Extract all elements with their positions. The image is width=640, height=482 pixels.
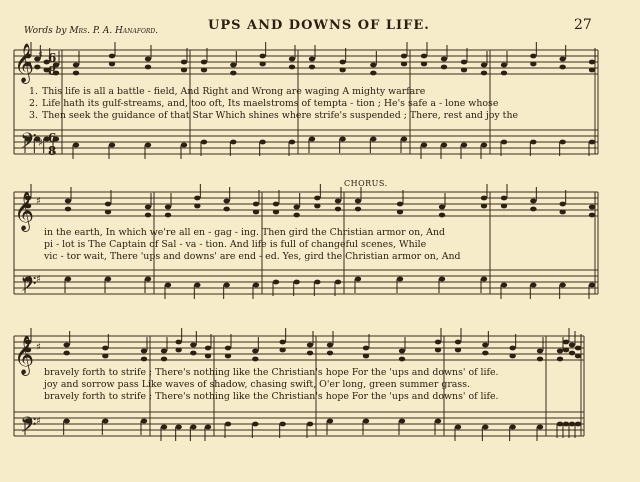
time-signature-bottom: 8 xyxy=(48,64,57,78)
note-head xyxy=(481,277,487,282)
note-head xyxy=(145,205,151,210)
note-head xyxy=(194,204,200,209)
note-head xyxy=(327,351,333,356)
note-head xyxy=(339,60,345,65)
note-head xyxy=(481,204,487,209)
note-head xyxy=(307,351,313,356)
verse-2-line-3: joy and sorrow pass Like waves of shadow, chasing swift, O'er long, green summer grass. xyxy=(44,379,470,390)
note-head xyxy=(105,277,111,282)
chorus-label: CHORUS. xyxy=(344,179,388,188)
note-head xyxy=(175,340,181,345)
note-head xyxy=(175,425,181,430)
note-head xyxy=(397,202,403,207)
bass-clef-icon: 𝄢 xyxy=(20,413,37,443)
note-head xyxy=(335,280,341,285)
note-head xyxy=(455,348,461,353)
note-head xyxy=(589,205,595,210)
note-head xyxy=(145,143,151,148)
note-head xyxy=(73,63,79,68)
note-head xyxy=(435,419,441,424)
note-head xyxy=(530,283,536,288)
lyric-text: Life hath its gulf-streams, and, too oft, Its maelstroms of tempta - tion ; He's safe a - lone whose xyxy=(42,98,499,109)
note-head xyxy=(109,143,115,148)
note-head xyxy=(205,425,211,430)
note-head xyxy=(401,137,407,142)
note-head xyxy=(559,140,565,145)
note-head xyxy=(589,213,595,218)
treble-clef-icon: 𝄞 xyxy=(14,191,35,231)
note-head xyxy=(259,140,265,145)
note-head xyxy=(307,422,313,427)
note-head xyxy=(455,425,461,430)
note-head xyxy=(252,357,258,362)
note-head xyxy=(309,65,315,70)
note-head xyxy=(145,65,151,70)
note-head xyxy=(201,140,207,145)
note-head xyxy=(575,354,581,359)
note-head xyxy=(530,140,536,145)
note-head xyxy=(314,196,320,201)
note-head xyxy=(293,280,299,285)
bass-clef-icon: 𝄢 xyxy=(20,129,37,159)
note-head xyxy=(223,207,229,212)
note-head xyxy=(273,280,279,285)
note-head xyxy=(141,357,147,362)
note-head xyxy=(435,348,441,353)
note-head xyxy=(165,213,171,218)
note-head xyxy=(537,357,543,362)
note-head xyxy=(355,207,361,212)
note-head xyxy=(461,60,467,65)
note-head xyxy=(223,283,229,288)
note-head xyxy=(461,143,467,148)
time-signature-top: 6 xyxy=(48,51,57,65)
note-head xyxy=(273,210,279,215)
note-head xyxy=(355,277,361,282)
note-head xyxy=(339,68,345,73)
note-head xyxy=(441,65,447,70)
note-head xyxy=(569,422,575,427)
note-head xyxy=(509,354,515,359)
note-head xyxy=(230,71,236,76)
note-head xyxy=(165,205,171,210)
note-head xyxy=(441,143,447,148)
note-head xyxy=(201,60,207,65)
page-number: 27 xyxy=(574,17,592,33)
note-head xyxy=(530,207,536,212)
verse-1-line-1 xyxy=(22,87,425,96)
note-head xyxy=(421,62,427,67)
note-head xyxy=(175,348,181,353)
note-head xyxy=(225,354,231,359)
time-signature-bottom: 8 xyxy=(48,144,57,158)
note-head xyxy=(537,425,543,430)
note-head xyxy=(307,343,313,348)
note-head xyxy=(501,71,507,76)
note-head xyxy=(363,346,369,351)
note-head xyxy=(441,57,447,62)
note-head xyxy=(589,68,595,73)
note-head xyxy=(559,65,565,70)
note-head xyxy=(482,425,488,430)
note-head xyxy=(279,340,285,345)
note-head xyxy=(461,68,467,73)
note-head xyxy=(509,425,515,430)
note-head xyxy=(194,283,200,288)
note-head xyxy=(289,140,295,145)
note-head xyxy=(109,62,115,67)
note-head xyxy=(557,349,563,354)
verse-number: 2. xyxy=(29,98,38,109)
lyric-text: Then seek the guidance of that Star Which shines where strife's suspended ; There, rest and joy the xyxy=(42,110,519,121)
verse-3-line-3: bravely forth to strife ; There's nothing like the Christian's hope For the 'ups and downs' of life. xyxy=(44,391,499,402)
note-head xyxy=(399,349,405,354)
note-head xyxy=(279,348,285,353)
note-head xyxy=(161,425,167,430)
note-head xyxy=(65,277,71,282)
note-head xyxy=(509,346,515,351)
sharp-icon: ♯ xyxy=(36,274,41,285)
note-head xyxy=(309,137,315,142)
note-head xyxy=(501,140,507,145)
note-head xyxy=(397,277,403,282)
note-head xyxy=(421,143,427,148)
note-head xyxy=(205,354,211,359)
note-head xyxy=(589,283,595,288)
note-head xyxy=(190,343,196,348)
note-head xyxy=(253,202,259,207)
note-head xyxy=(355,199,361,204)
note-head xyxy=(501,63,507,68)
sharp-icon: ♯ xyxy=(36,342,41,353)
note-head xyxy=(327,343,333,348)
note-head xyxy=(557,357,563,362)
note-head xyxy=(63,351,69,356)
note-head xyxy=(482,343,488,348)
note-head xyxy=(370,71,376,76)
note-head xyxy=(501,283,507,288)
note-head xyxy=(401,54,407,59)
note-head xyxy=(559,210,565,215)
note-head xyxy=(225,422,231,427)
verse-1-line-3: bravely forth to strife ; There's nothing like the Christian's hope For the 'ups and downs' of life. xyxy=(44,367,499,378)
note-head xyxy=(181,143,187,148)
note-head xyxy=(161,349,167,354)
note-head xyxy=(253,283,259,288)
note-head xyxy=(73,71,79,76)
note-head xyxy=(161,357,167,362)
note-head xyxy=(259,54,265,59)
note-head xyxy=(34,65,40,70)
note-head xyxy=(63,419,69,424)
note-head xyxy=(530,62,536,67)
note-head xyxy=(141,349,147,354)
verse-number: 1. xyxy=(29,86,38,97)
note-head xyxy=(205,346,211,351)
note-head xyxy=(181,60,187,65)
note-head xyxy=(273,202,279,207)
note-head xyxy=(569,351,575,356)
note-head xyxy=(557,422,563,427)
note-head xyxy=(105,210,111,215)
time-signature-top: 6 xyxy=(48,131,57,145)
note-head xyxy=(190,351,196,356)
note-head xyxy=(190,425,196,430)
treble-clef-icon: 𝄞 xyxy=(14,335,35,375)
note-head xyxy=(223,199,229,204)
treble-clef-icon: 𝄞 xyxy=(14,43,35,83)
note-head xyxy=(501,204,507,209)
note-head xyxy=(537,349,543,354)
note-head xyxy=(252,422,258,427)
note-head xyxy=(455,340,461,345)
note-head xyxy=(399,357,405,362)
note-head xyxy=(563,422,569,427)
note-head xyxy=(563,340,569,345)
note-head xyxy=(194,196,200,201)
note-head xyxy=(109,54,115,59)
note-head xyxy=(279,422,285,427)
note-head xyxy=(421,54,427,59)
note-head xyxy=(165,283,171,288)
credit-prefix: Words by xyxy=(24,26,70,36)
sharp-icon: ♯ xyxy=(38,50,43,61)
verse-1-line-2: in the earth, In which we're all en - gag - ing. Then gird the Christian armor on, And xyxy=(44,227,445,238)
note-head xyxy=(289,57,295,62)
note-head xyxy=(575,346,581,351)
note-head xyxy=(145,213,151,218)
note-head xyxy=(289,65,295,70)
note-head xyxy=(253,210,259,215)
note-head xyxy=(293,205,299,210)
note-head xyxy=(230,140,236,145)
note-head xyxy=(102,346,108,351)
sharp-icon: ♯ xyxy=(38,138,43,149)
note-head xyxy=(559,57,565,62)
note-head xyxy=(399,419,405,424)
sharp-icon: ♯ xyxy=(36,416,41,427)
note-head xyxy=(145,57,151,62)
lyric-text: This life is all a battle - field, And Right and Wrong are waging A mighty warfare xyxy=(42,86,426,97)
note-head xyxy=(563,348,569,353)
note-head xyxy=(230,63,236,68)
note-head xyxy=(559,202,565,207)
note-head xyxy=(314,280,320,285)
verse-3-line-1 xyxy=(22,111,518,120)
note-head xyxy=(530,199,536,204)
note-head xyxy=(481,143,487,148)
note-head xyxy=(65,199,71,204)
note-head xyxy=(339,137,345,142)
note-head xyxy=(105,202,111,207)
note-head xyxy=(481,196,487,201)
note-head xyxy=(102,419,108,424)
note-head xyxy=(530,54,536,59)
note-head xyxy=(293,213,299,218)
note-head xyxy=(435,340,441,345)
note-head xyxy=(439,277,445,282)
note-head xyxy=(363,419,369,424)
verse-3-line-2: vic - tor wait, There 'ups and downs' are end - ed. Yes, gird the Christian armor on, And xyxy=(44,251,461,262)
note-head xyxy=(439,205,445,210)
note-head xyxy=(309,57,315,62)
note-head xyxy=(363,354,369,359)
verse-2-line-2: pi - lot is The Captain of Sal - va - tion. And life is full of changeful scenes, While xyxy=(44,239,427,250)
note-head xyxy=(559,283,565,288)
note-head xyxy=(589,60,595,65)
note-head xyxy=(575,422,581,427)
note-head xyxy=(201,68,207,73)
note-head xyxy=(145,277,151,282)
note-head xyxy=(141,419,147,424)
note-head xyxy=(259,62,265,67)
sharp-icon: ♯ xyxy=(36,196,41,207)
note-head xyxy=(482,351,488,356)
bass-clef-icon: 𝄢 xyxy=(20,272,37,302)
note-head xyxy=(63,343,69,348)
note-head xyxy=(397,210,403,215)
note-head xyxy=(252,349,258,354)
note-head xyxy=(65,207,71,212)
note-head xyxy=(589,140,595,145)
verse-2-line-1 xyxy=(22,99,498,108)
credit-name: Mrs. P. A. Hanaford. xyxy=(69,26,159,36)
note-head xyxy=(225,346,231,351)
note-head xyxy=(569,343,575,348)
note-head xyxy=(181,68,187,73)
note-head xyxy=(439,213,445,218)
note-head xyxy=(314,204,320,209)
note-head xyxy=(370,137,376,142)
note-head xyxy=(501,196,507,201)
note-head xyxy=(335,207,341,212)
hymn-title: UPS AND DOWNS OF LIFE. xyxy=(208,18,430,33)
verse-number: 3. xyxy=(29,110,38,121)
note-head xyxy=(401,62,407,67)
note-head xyxy=(481,63,487,68)
note-head xyxy=(327,419,333,424)
note-head xyxy=(102,354,108,359)
note-head xyxy=(73,143,79,148)
note-head xyxy=(481,71,487,76)
note-head xyxy=(370,63,376,68)
note-head xyxy=(335,199,341,204)
